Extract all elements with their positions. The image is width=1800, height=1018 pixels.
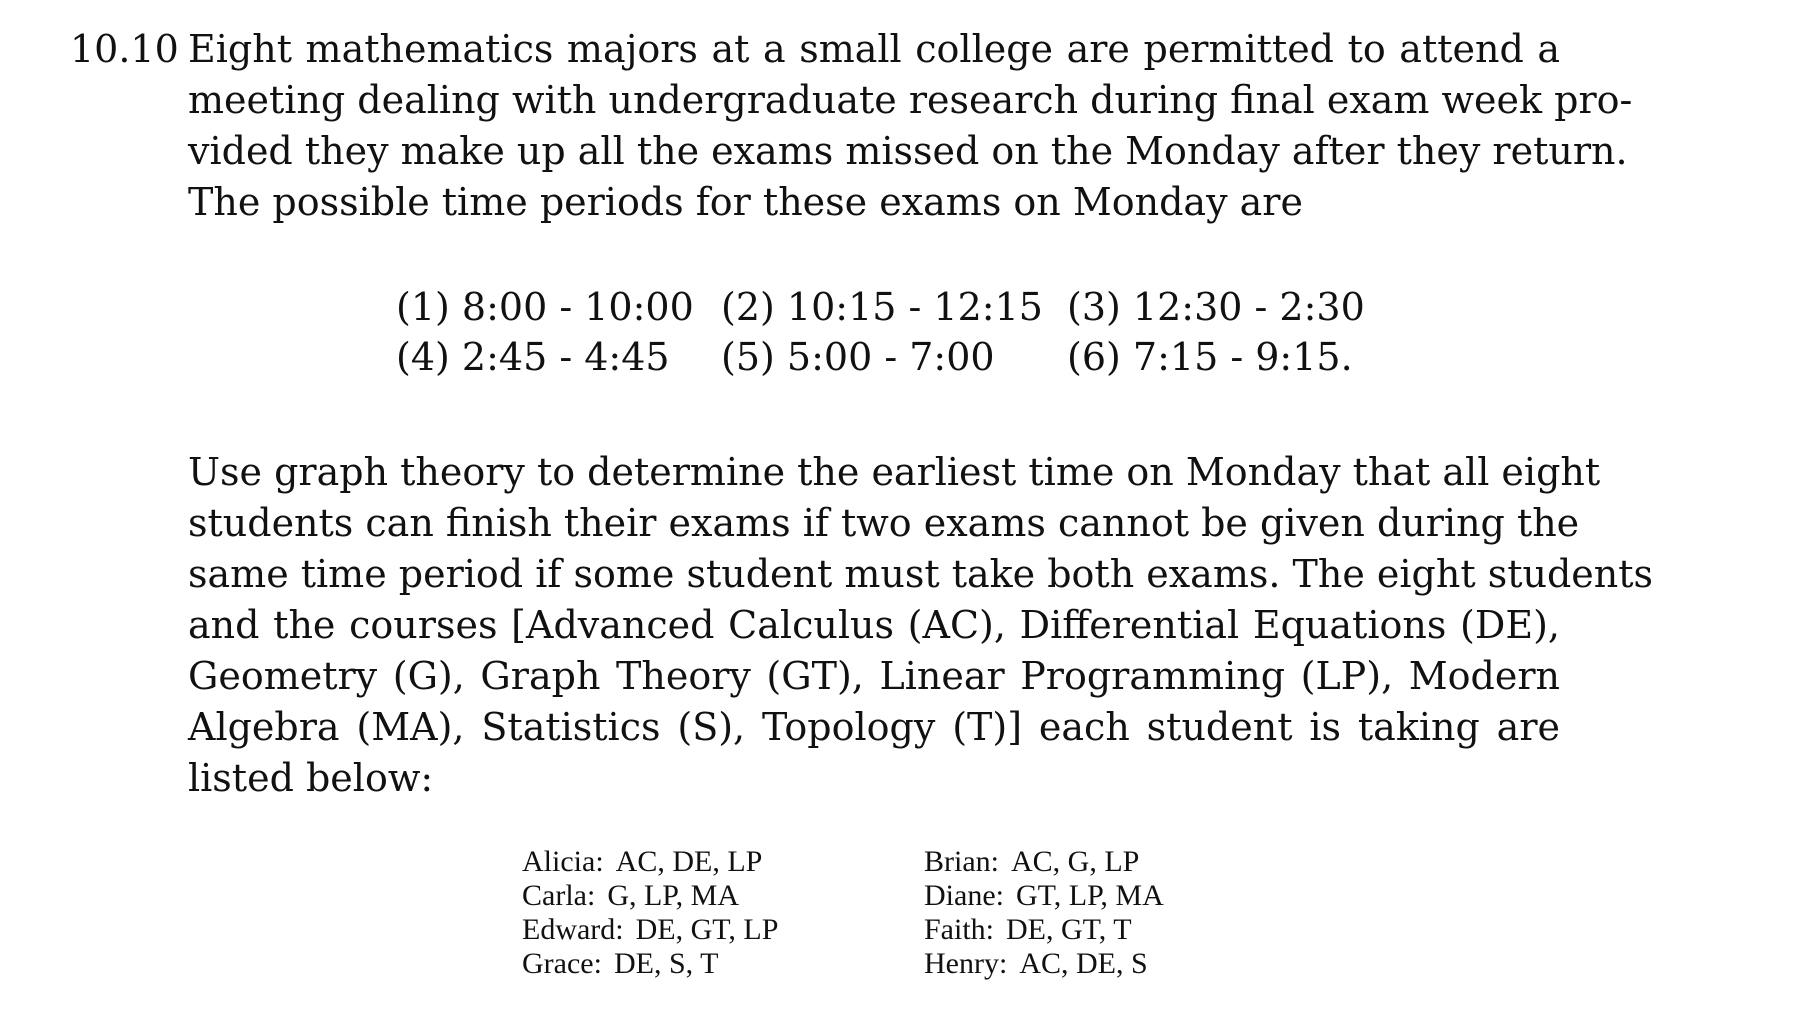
- student-entry: [522, 947, 924, 981]
- intro-line: vided they make up all the exams missed on the Monday after they return.: [188, 129, 1628, 173]
- student-courses: DE, GT, T: [1006, 913, 1132, 946]
- body-line: Algebra (MA), Statistics (S), Topology (T)] each student is taking are: [188, 705, 1560, 749]
- body-line: Use graph theory to determine the earliest time on Monday that all eight: [188, 450, 1601, 494]
- period-row: [396, 282, 1367, 332]
- body-line: students can finish their exams if two exams cannot be given during the: [188, 501, 1580, 545]
- student-entry: [522, 879, 924, 913]
- student-name: Carla :: [522, 879, 595, 912]
- student-course-list: [522, 845, 1164, 981]
- student-courses: AC, G, LP: [1011, 845, 1140, 878]
- period-1: (1) 8:00 - 10:00: [396, 285, 694, 329]
- student-entry: [924, 879, 1164, 913]
- student-name: Alicia :: [522, 845, 604, 878]
- body-line: same time period if some student must take both exams. The eight students: [188, 552, 1654, 596]
- student-row: [522, 845, 1164, 879]
- student-entry: [522, 913, 924, 947]
- student-courses: GT, LP, MA: [1015, 879, 1164, 912]
- student-entry: [924, 913, 1132, 947]
- time-periods-table: [396, 282, 1367, 382]
- period-4: (4) 2:45 - 4:45: [396, 335, 670, 379]
- student-name: Brian :: [924, 845, 999, 878]
- period-row: [396, 332, 1367, 382]
- student-row: [522, 913, 1164, 947]
- body-line: Geometry (G), Graph Theory (GT), Linear Programming (LP), Modern: [188, 654, 1560, 698]
- student-courses: DE, GT, LP: [635, 913, 779, 946]
- intro-line: meeting dealing with undergraduate research during final exam week pro-: [188, 78, 1633, 122]
- student-courses: AC, DE, S: [1019, 947, 1148, 980]
- period-6: (6) 7:15 - 9:15.: [1067, 335, 1353, 379]
- student-name: Diane :: [924, 879, 1004, 912]
- student-row: [522, 947, 1164, 981]
- intro-line: The possible time periods for these exams on Monday are: [188, 180, 1303, 224]
- student-name: Faith :: [924, 913, 994, 946]
- body-paragraph: [188, 447, 1654, 804]
- body-line: and the courses [Advanced Calculus (AC), Differential Equations (DE),: [188, 603, 1560, 647]
- student-entry: [924, 845, 1139, 879]
- period-3: (3) 12:30 - 2:30: [1067, 285, 1365, 329]
- intro-paragraph: [188, 24, 1633, 228]
- student-courses: AC, DE, LP: [615, 845, 763, 878]
- student-name: Henry :: [924, 947, 1007, 980]
- body-line: listed below:: [188, 756, 434, 800]
- student-entry: [924, 947, 1148, 981]
- student-entry: [522, 845, 924, 879]
- student-name: Edward :: [522, 913, 624, 946]
- student-courses: G, LP, MA: [607, 879, 740, 912]
- intro-line: Eight mathematics majors at a small college are permitted to attend a: [188, 27, 1560, 71]
- student-courses: DE, S, T: [613, 947, 719, 980]
- problem-number: 10.10: [70, 27, 179, 71]
- student-row: [522, 879, 1164, 913]
- student-name: Grace :: [522, 947, 602, 980]
- period-2: (2) 10:15 - 12:15: [721, 285, 1043, 329]
- period-5: (5) 5:00 - 7:00: [721, 335, 995, 379]
